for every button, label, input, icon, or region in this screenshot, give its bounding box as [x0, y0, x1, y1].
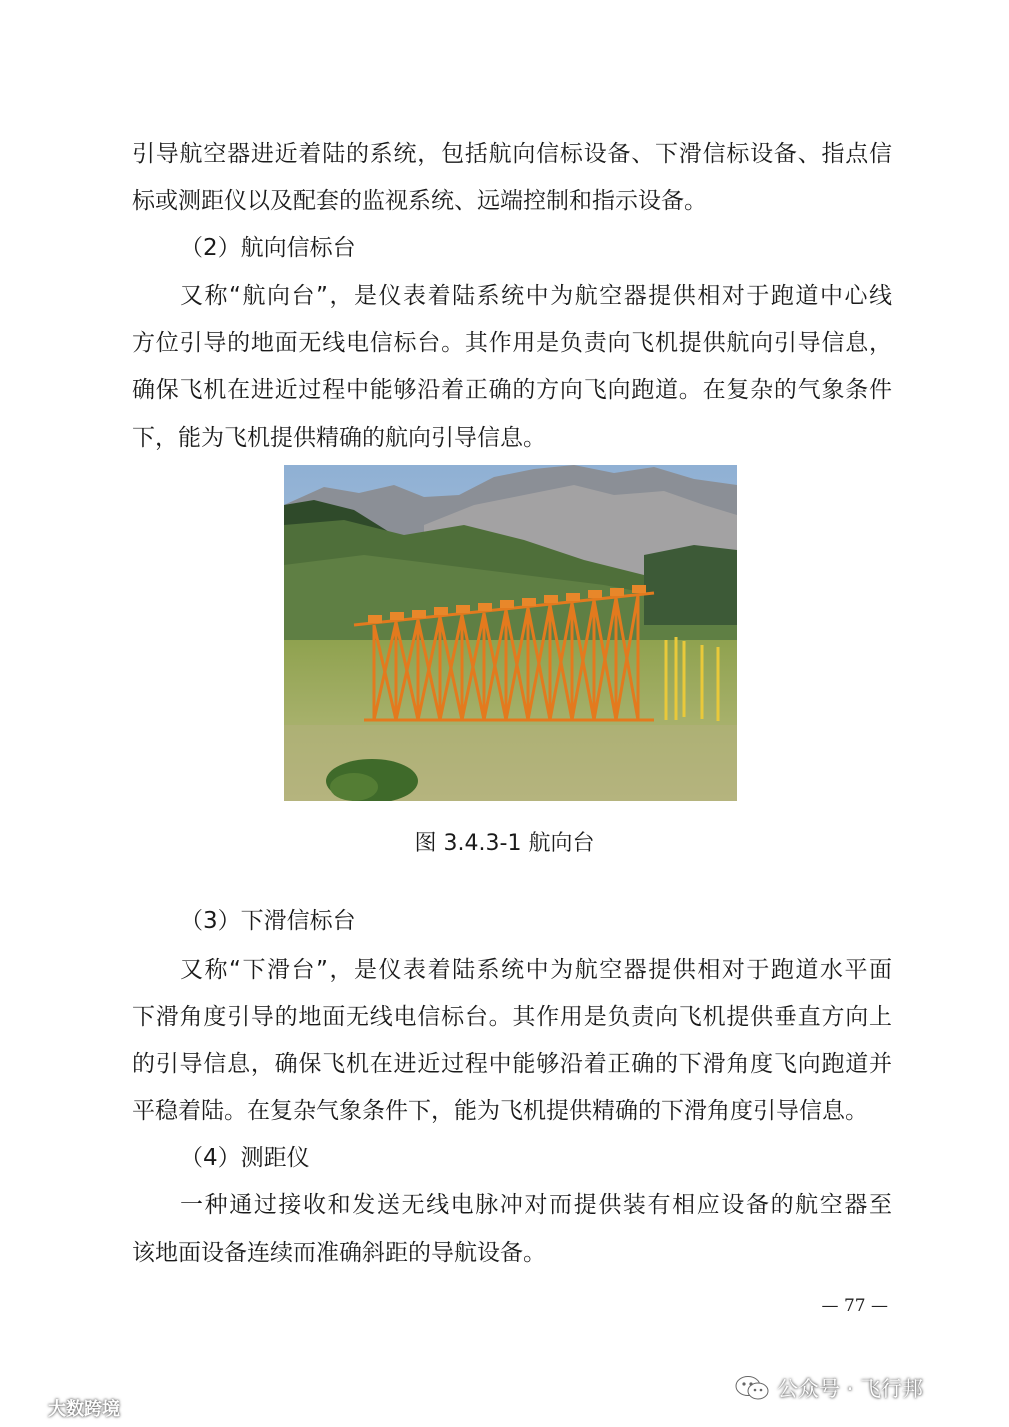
paragraph-line: 下，能为飞机提供精确的航向引导信息。: [132, 425, 546, 451]
paragraph-line: 平稳着陆。在复杂气象条件下，能为飞机提供精确的下滑角度引导信息。: [132, 1098, 868, 1124]
paragraph-line: 一种通过接收和发送无线电脉冲对而提供装有相应设备的航空器至: [180, 1192, 892, 1218]
watermark-brand: [4, 1394, 120, 1422]
section-heading-localizer: （2）航向信标台: [180, 235, 356, 261]
paragraph-line: 标或测距仪以及配套的监视系统、远端控制和指示设备。: [132, 188, 707, 214]
paragraph-line: 的引导信息，确保飞机在进近过程中能够沿着正确的下滑角度飞向跑道并: [132, 1051, 892, 1077]
watermark-brand-name: 大数跨境: [48, 1399, 120, 1420]
watermark-wechat: [735, 1371, 923, 1405]
page-number: — 77 —: [821, 1296, 888, 1316]
paragraph-line: 又称“下滑台”，是仪表着陆系统中为航空器提供相对于跑道水平面: [180, 957, 892, 983]
localizer-antenna-photo: [284, 465, 737, 801]
paragraph-line: 方位引导的地面无线电信标台。其作用是负责向飞机提供航向引导信息，: [132, 330, 892, 356]
watermark-account-name: 公众号 · 飞行邦: [777, 1377, 924, 1401]
paragraph-line: 引导航空器进近着陆的系统，包括航向信标设备、下滑信标设备、指点信: [132, 141, 892, 167]
wechat-icon: [735, 1375, 769, 1401]
paragraph-line: 该地面设备连续而准确斜距的导航设备。: [132, 1240, 546, 1266]
figure-caption: 图 3.4.3-1 航向台: [414, 831, 595, 856]
paragraph-line: 确保飞机在进近过程中能够沿着正确的方向飞向跑道。在复杂的气象条件: [132, 377, 892, 403]
section-heading-glide-slope: （3）下滑信标台: [180, 908, 356, 934]
paragraph-line: 下滑角度引导的地面无线电信标台。其作用是负责向飞机提供垂直方向上: [132, 1004, 892, 1030]
brand-logo-icon: [4, 1395, 44, 1422]
paragraph-line: 又称“航向台”，是仪表着陆系统中为航空器提供相对于跑道中心线: [180, 283, 892, 309]
section-heading-dme: （4）测距仪: [180, 1145, 310, 1171]
